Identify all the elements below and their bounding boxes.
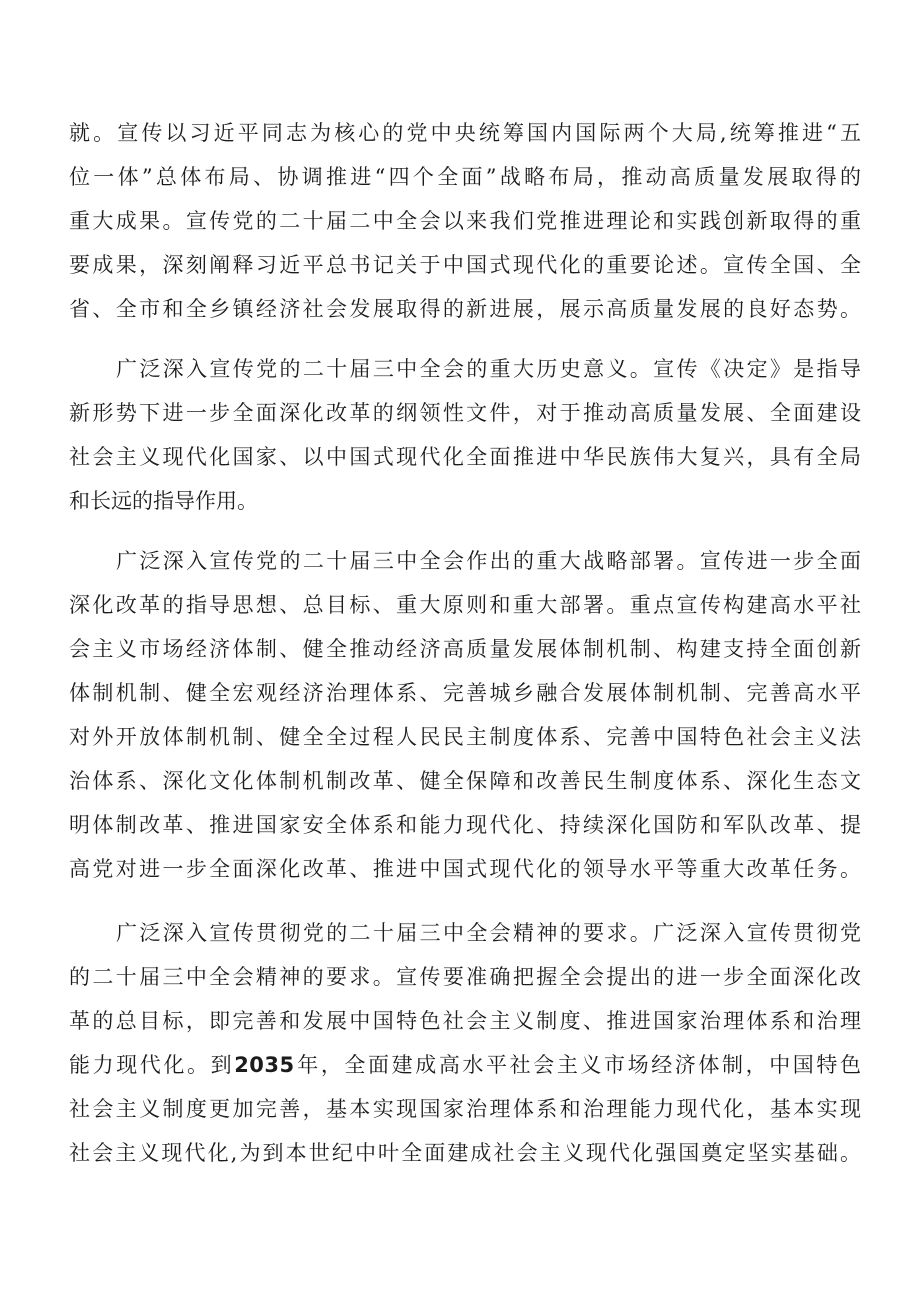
paragraph-line: 高党对进一步全面深化改革、推进中国式现代化的领导水平等重大改革任务。 <box>69 857 861 881</box>
text-run: 年，全面建成高水平社会主义市场经济体制，中国特色 <box>294 1053 861 1077</box>
paragraph-line: 的二十届三中全会精神的要求。宣传要准确把握全会提出的进一步全面深化改 <box>69 965 861 989</box>
paragraph-line: 明体制改革、推进国家安全体系和能力现代化、持续深化国防和军队改革、提 <box>69 813 861 837</box>
paragraph-line: 深化改革的指导思想、总目标、重大原则和重大部署。重点宣传构建高水平社 <box>69 593 861 617</box>
year-number: 2035 <box>234 1053 295 1077</box>
paragraph-line: 革的总目标，即完善和发展中国特色社会主义制度、推进国家治理体系和治理 <box>69 1009 861 1033</box>
paragraph-last-line: 和长远的指导作用。 <box>69 489 258 513</box>
paragraph-line: 体制机制、健全宏观经济治理体系、完善城乡融合发展体制机制、完善高水平 <box>69 681 861 705</box>
paragraph-line: 重大成果。宣传党的二十届二中全会以来我们党推进理论和实践创新取得的重 <box>69 209 861 233</box>
paragraph-first-line: 广泛深入宣传党的二十届三中全会作出的重大战略部署。宣传进一步全面 <box>116 549 861 573</box>
paragraph-line <box>69 1045 861 1085</box>
paragraph-line: 会主义市场经济体制、健全推动经济高质量发展体制机制、构建支持全面创新 <box>69 637 861 661</box>
paragraph-line: 社会主义现代化,为到本世纪中叶全面建成社会主义现代化强国奠定坚实基础。 <box>69 1141 861 1165</box>
paragraph-line: 位一体”总体布局、协调推进“四个全面”战略布局，推动高质量发展取得的 <box>69 165 861 189</box>
text-run: 能力现代化。到 <box>69 1053 235 1077</box>
paragraph-line: 社会主义现代化国家、以中国式现代化全面推进中华民族伟大复兴，具有全局 <box>69 445 861 469</box>
paragraph-line: 社会主义制度更加完善，基本实现国家治理体系和治理能力现代化，基本实现 <box>69 1097 861 1121</box>
paragraph-line: 新形势下进一步全面深化改革的纲领性文件，对于推动高质量发展、全面建设 <box>69 401 861 425</box>
paragraph-line: 要成果，深刻阐释习近平总书记关于中国式现代化的重要论述。宣传全国、全 <box>69 253 861 277</box>
paragraph-first-line: 广泛深入宣传贯彻党的二十届三中全会精神的要求。广泛深入宣传贯彻党 <box>116 921 861 945</box>
paragraph-line: 对外开放体制机制、健全全过程人民民主制度体系、完善中国特色社会主义法 <box>69 725 861 749</box>
paragraph-line: 就。宣传以习近平同志为核心的党中央统筹国内国际两个大局,统筹推进“五 <box>69 121 861 145</box>
paragraph-line: 治体系、深化文化体制机制改革、健全保障和改善民生制度体系、深化生态文 <box>69 769 861 793</box>
paragraph-line: 省、全市和全乡镇经济社会发展取得的新进展，展示高质量发展的良好态势。 <box>69 297 861 321</box>
paragraph-first-line: 广泛深入宣传党的二十届三中全会的重大历史意义。宣传《决定》是指导 <box>116 357 861 381</box>
